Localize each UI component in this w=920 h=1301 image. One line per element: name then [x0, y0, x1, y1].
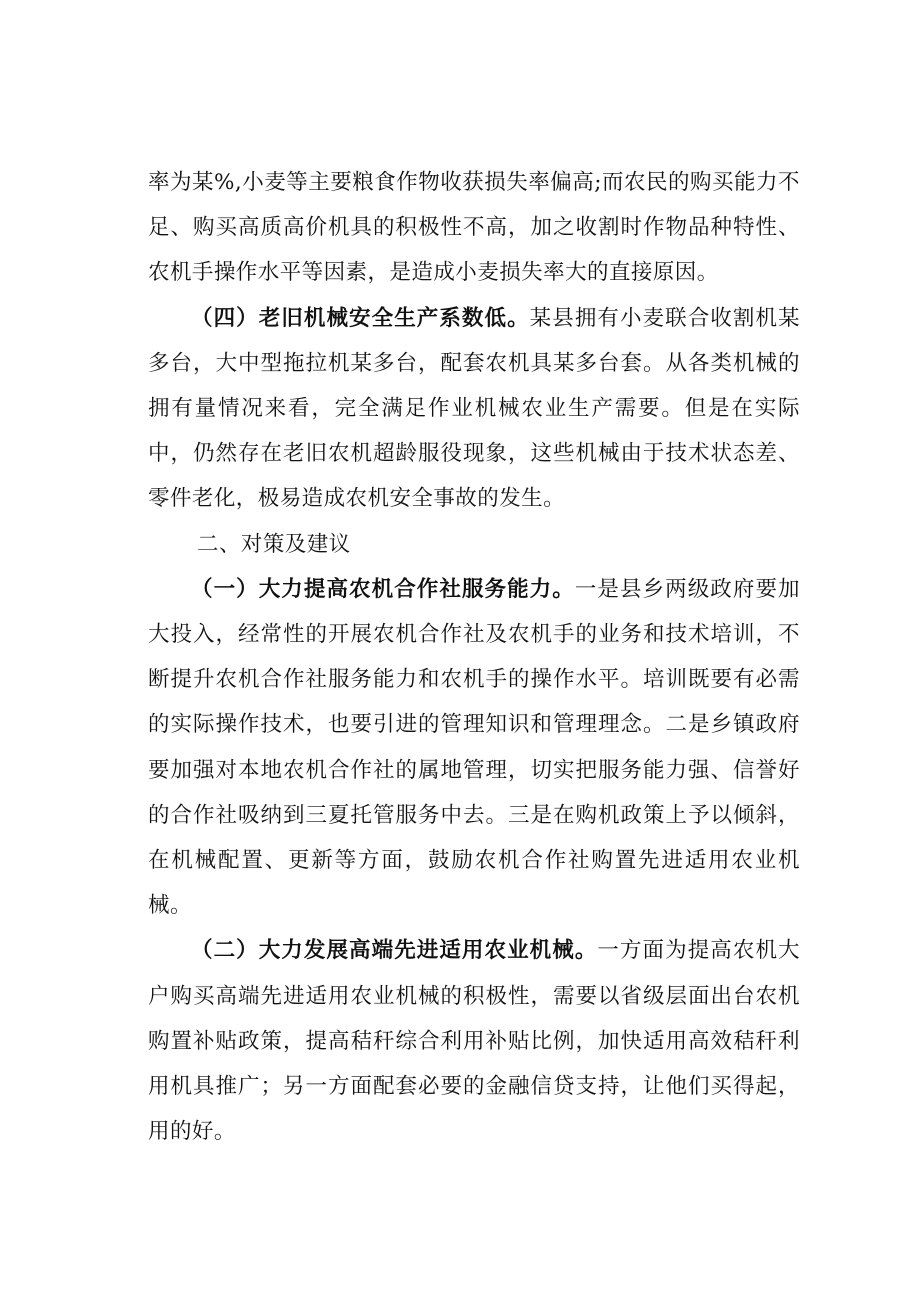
paragraph-cooperative-capacity	[148, 567, 800, 929]
paragraph-advanced-machinery-body: 一方面为提高农机大户购买高端先进适用农业机械的积极性，需要以省级层面出台农机购置补贴政策，提高秸秆综合利用补贴比例，加快适用高效秸秆利用机具推广；另一方面配套必要的金融信贷支持，让他们买得起，用的好。	[148, 938, 800, 1145]
paragraph-continuation: 率为某%,小麦等主要粮食作物收获损失率偏高;而农民的购买能力不足、购买高质高价机具的积极性不高，加之收割时作物品种特性、农机手操作水平等因素，是造成小麦损失率大的直接原因。	[148, 170, 800, 286]
paragraph-cooperative-capacity-body: 一是县乡两级政府要加大投入，经常性的开展农机合作社及农机手的业务和技术培训，不断提升农机合作社服务能力和农机手的操作水平。培训既要有必需的实际操作技术，也要引进的管理知识和管理理念。二是乡镇政府要加强对本地农机合作社的属地管理，切实把服务能力强、信誉好的合作社吸纳到三夏托管服务中去。三是在购机政策上予以倾斜，在机械配置、更新等方面，鼓励农机合作社购置先进适用农业机械。	[148, 576, 800, 919]
paragraph-old-machinery	[148, 296, 800, 522]
document-page	[148, 160, 800, 1154]
paragraph-old-machinery-body: 某县拥有小麦联合收割机某多台，大中型拖拉机某多台，配套农机具某多台套。从各类机械的拥有量情况来看，完全满足作业机械农业生产需要。但是在实际中，仍然存在老旧农机超龄服役现象，这些机械由于技术状态差、零件老化，极易造成农机安全事故的发生。	[148, 305, 800, 512]
paragraph-advanced-machinery	[148, 928, 800, 1154]
section-heading-countermeasures: 二、对策及建议	[197, 531, 351, 557]
subheading-cooperative-capacity: （一）大力提高农机合作社服务能力。	[191, 576, 575, 602]
subheading-advanced-machinery: （二）大力发展高端先进适用农业机械。	[191, 938, 598, 964]
subheading-old-machinery: （四）老旧机械安全生产系数低。	[191, 305, 530, 331]
